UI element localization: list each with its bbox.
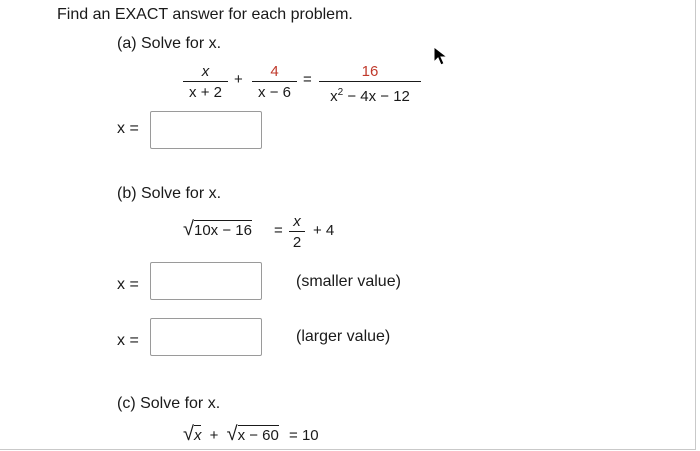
instructions: Find an EXACT answer for each problem.	[57, 6, 353, 23]
part-a-fraction-3	[319, 63, 421, 105]
part-a-plus: +	[234, 71, 243, 88]
part-b-equation	[183, 219, 252, 239]
part-a-equals: =	[303, 71, 312, 88]
fraction-bar	[252, 81, 297, 82]
mouse-pointer-icon	[433, 46, 449, 66]
part-b-larger-answer-input[interactable]	[150, 318, 262, 356]
part-a-fraction-1-numerator: x	[201, 63, 210, 80]
part-c-radicand-2: x − 60	[237, 427, 279, 444]
part-a-fraction-3-numerator: 16	[361, 63, 379, 80]
part-a-fraction-2-numerator: 4	[270, 63, 279, 80]
part-b-label: (b) Solve for x.	[117, 185, 222, 202]
part-a-fraction-2-denominator: x − 6	[258, 84, 291, 101]
part-a-fraction-1-denominator: x + 2	[189, 84, 222, 101]
square-root-icon: √	[226, 423, 238, 445]
fraction-bar	[289, 231, 305, 232]
part-b-radicand: 10x − 16	[193, 222, 252, 239]
part-a-fraction-2	[252, 63, 297, 101]
part-a-answer-label: x =	[117, 120, 139, 137]
part-a-fraction-1	[183, 63, 228, 101]
part-b-answer-1-note: (smaller value)	[296, 273, 401, 290]
part-b-answer-1-label: x =	[117, 276, 139, 293]
part-a-answer-input[interactable]	[150, 111, 262, 149]
part-b-rest: + 4	[313, 222, 335, 239]
square-root-icon: √	[183, 423, 194, 445]
fraction-bar	[183, 81, 228, 82]
part-b-fraction-numerator: x	[293, 213, 301, 230]
part-c-plus: +	[209, 427, 219, 444]
part-b-smaller-answer-input[interactable]	[150, 262, 262, 300]
part-b-fraction-denominator: 2	[292, 234, 302, 251]
fraction-bar	[319, 81, 421, 82]
part-c-label: (c) Solve for x.	[117, 395, 221, 412]
part-a-fraction-3-denominator: $x^2 - 4x - 12$	[330, 87, 410, 105]
part-b-equals: =	[274, 222, 283, 239]
part-c-equals-rest: = 10	[289, 427, 319, 444]
square-root-icon: √	[183, 218, 194, 240]
part-b-answer-2-label: x =	[117, 332, 139, 349]
part-a-label: (a) Solve for x.	[117, 35, 222, 52]
part-c-radicand-1: x	[193, 427, 202, 444]
part-b-answer-2-note: (larger value)	[296, 328, 391, 345]
part-c-equation	[183, 424, 319, 444]
part-b-fraction	[289, 213, 305, 251]
